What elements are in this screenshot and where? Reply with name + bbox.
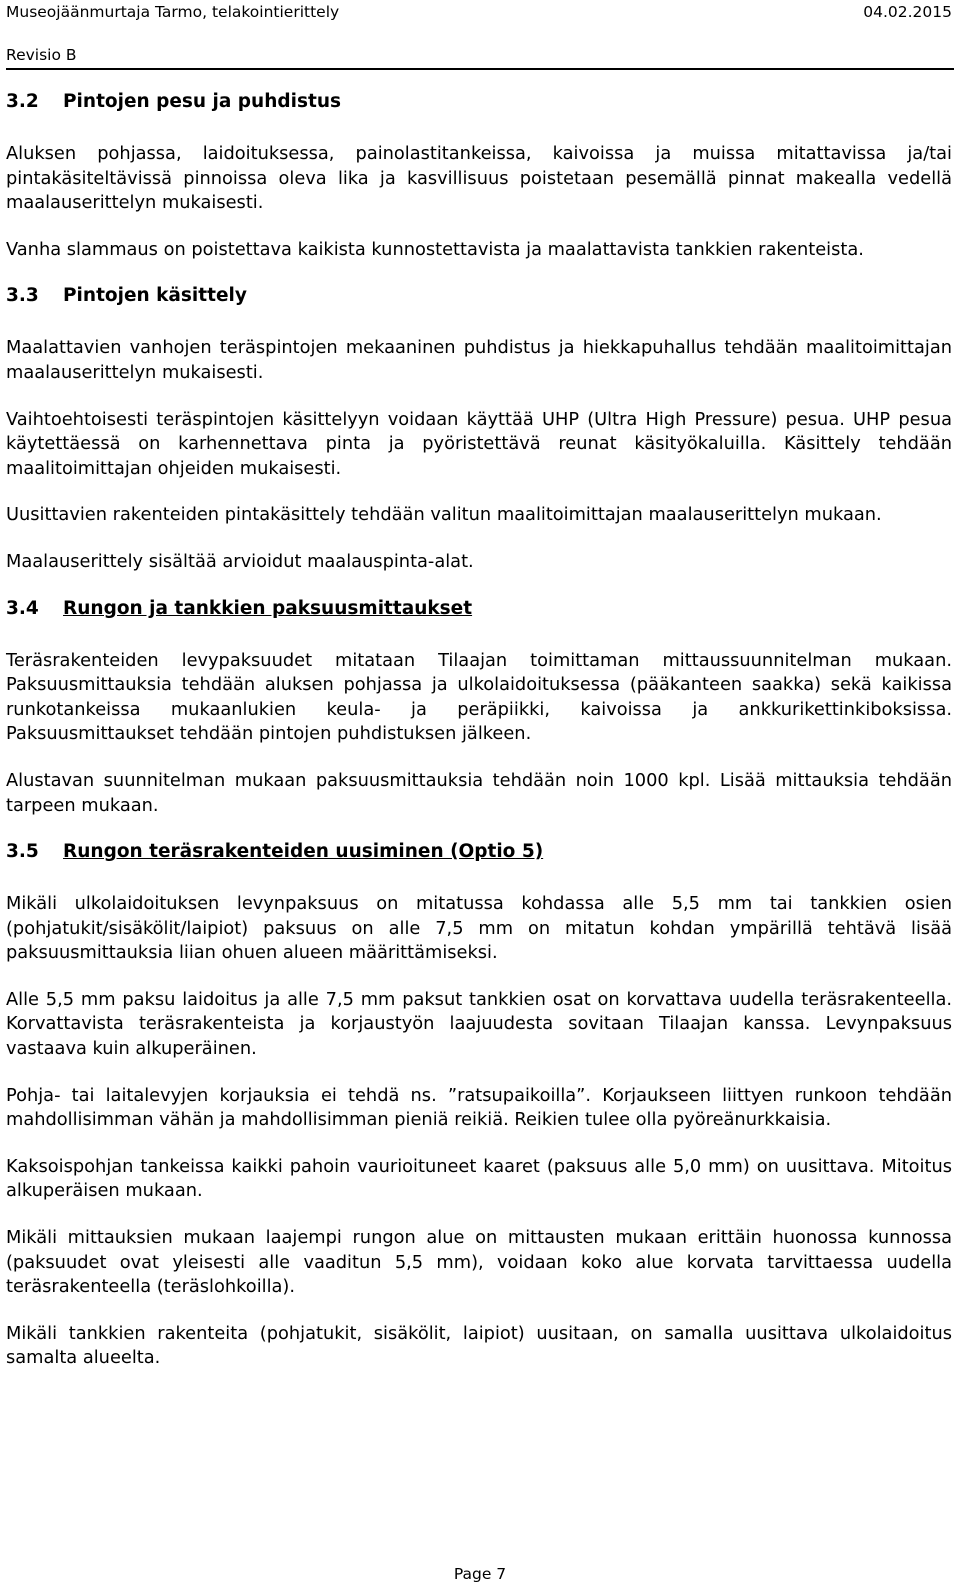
section-heading [6,284,952,308]
document-date: 04.02.2015 [863,3,952,21]
section-heading [6,90,952,114]
paragraph: Maalattavien vanhojen teräspintojen mekaaninen puhdistus ja hiekkapuhallus tehdään maalitoimittajan maalauserittelyn mukaisesti. [6,337,952,383]
section-number: 3.5 [6,841,39,863]
document-title: Museojäänmurtaja Tarmo, telakointierittely [6,3,340,21]
document-revision: Revisio B [6,46,77,64]
page-number: Page 7 [453,1565,507,1583]
section-title: Pintojen käsittely [63,285,247,307]
paragraph: Maalauserittely sisältää arvioidut maalauspinta-alat. [6,550,474,572]
paragraph: Alle 5,5 mm paksu laidoitus ja alle 7,5 mm paksut tankkien osat on korvattava uudella teräsrakenteella. Korvattavista teräsrakenteista ja korjaustyön laajuudesta sovitaan Tilaajan kanssa. Levynpaksuus vastaava kuin alkuperäinen. [6,988,952,1060]
paragraph: Mikäli ulkolaidoituksen levynpaksuus on mitatussa kohdassa alle 5,5 mm tai tankkien osien (pohjatukit/sisäkölit/laipiot) paksuus on alle 7,5 mm on mitatun kohdan ympärillä tehtävä lisää paksuusmittauksia liian ohuen alueen määrittämiseksi. [6,893,952,964]
paragraph: Aluksen pohjassa, laidoituksessa, painolastitankeissa, kaivoissa ja muissa mitattavissa ja/tai pintakäsiteltävissä pinnoissa oleva lika ja kasvillisuus poistetaan pesemällä pinnat makealla vedellä maalauserittelyn mukaisesti. [6,143,952,214]
section-number: 3.2 [6,91,39,112]
section-number: 3.4 [6,597,39,619]
paragraph: Vaihtoehtoisesti teräspintojen käsittelyyn voidaan käyttää UHP (Ultra High Pressure) pesua. UHP pesua käytettäessä on karhennettava pinta ja pyöristettävä reunat käsityökaluilla. Käsittely tehdään maalitoimittajan ohjeiden mukaisesti. [6,408,952,479]
paragraph: Pohja- tai laitalevyjen korjauksia ei tehdä ns. ”ratsupaikoilla”. Korjaukseen liittyen runkoon tehdään mahdollisimman vähän ja mahdollisimman pieniä reikiä. Reikien tulee olla pyöreänurkkaisia. [6,1084,952,1131]
paragraph: Alustavan suunnitelman mukaan paksuusmittauksia tehdään noin 1000 kpl. Lisää mittauksia tehdään tarpeen mukaan. [6,769,952,816]
page-header [6,0,954,70]
paragraph: Vanha slammaus on poistettava kaikista kunnostettavista ja maalattavista tankkien rakenteista. [6,238,864,260]
section-title: Rungon teräsrakenteiden uusiminen (Optio 5) [63,841,544,863]
section-number: 3.3 [6,285,39,307]
section-heading [6,840,952,864]
paragraph: Kaksoispohjan tankeissa kaikki pahoin vaurioituneet kaaret (paksuus alle 5,0 mm) on uusittava. Mitoitus alkuperäisen mukaan. [6,1155,952,1202]
paragraph: Mikäli mittauksien mukaan laajempi rungon alue on mittausten mukaan erittäin huonossa kunnossa (paksuudet ovat yleisesti alle vaaditun 5,5 mm), voidaan koko alue korvata tarvittaessa uudella teräsrakenteella (teräslohkoilla). [6,1227,952,1298]
section-title: Rungon ja tankkien paksuusmittaukset [63,597,473,619]
section-title: Pintojen pesu ja puhdistus [63,91,342,112]
paragraph: Mikäli tankkien rakenteita (pohjatukit, sisäkölit, laipiot) uusitaan, on samalla uusittava ulkolaidoitus samalta alueelta. [6,1322,952,1369]
document-body [6,90,952,1371]
page-footer [0,1565,960,1583]
paragraph: Teräsrakenteiden levypaksuudet mitataan Tilaajan toimittaman mittaussuunnitelman mukaan. Paksuusmittauksia tehdään aluksen pohjassa ja ulkolaidoituksessa (pääkanteen saakka) sekä kaikissa runkotankeissa mukaanlukien keula- ja peräpiikki, kaivoissa ja ankkurikettinkiboksissa. Paksuusmittaukset tehdään pintojen puhdistuksen jälkeen. [6,649,952,745]
section-heading [6,597,952,621]
paragraph: Uusittavien rakenteiden pintakäsittely tehdään valitun maalitoimittajan maalauserittelyn mukaan. [6,504,882,526]
